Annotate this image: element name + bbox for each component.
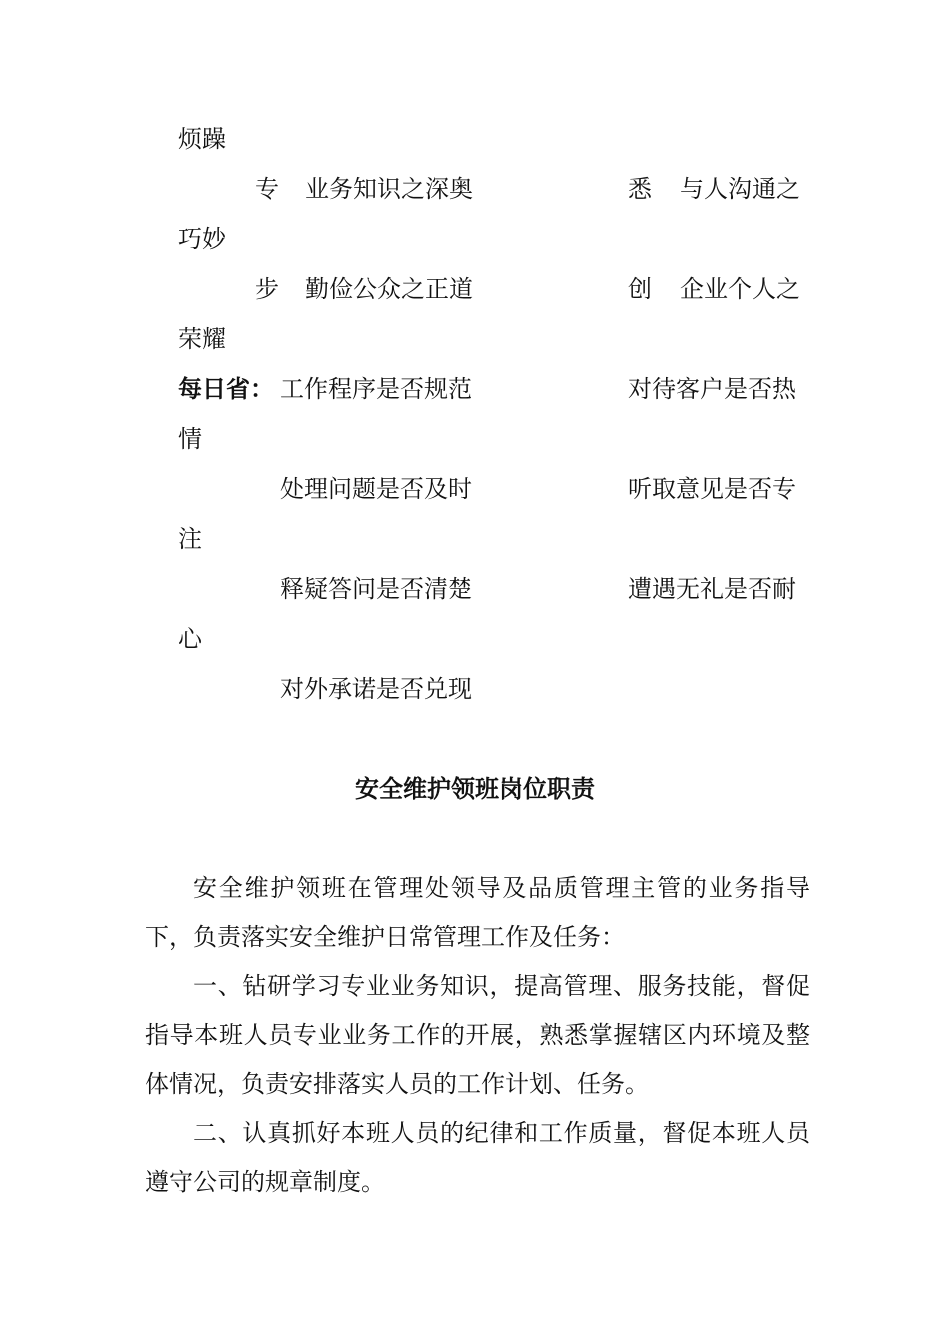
section-intro-paragraph: 安全维护领班在管理处领导及品质管理主管的业务指导下，负责落实安全维护日常管理工作及任务： (145, 874, 810, 951)
section-item-1-paragraph: 一、钻研学习专业业务知识，提高管理、服务技能，督促指导本班人员专业业务工作的开展，熟悉掌握辖区内环境及整体情况，负责安排落实人员的工作计划、任务。 (145, 972, 810, 1098)
motto-line-continuation-2: 巧妙 (178, 225, 226, 253)
motto-line-continuation-3: 荣耀 (178, 325, 226, 353)
motto-char-xi: 悉 (628, 175, 652, 203)
section-item-2-paragraph: 二、认真抓好本班人员的纪律和工作质量，督促本班人员遵守公司的规章制度。 (145, 1119, 810, 1196)
daily-item-rudeness-patience: 遭遇无礼是否耐 (628, 575, 796, 603)
daily-item-listen-opinions: 听取意见是否专 (628, 475, 796, 503)
daily-item-rudeness-patience-cont: 心 (178, 625, 202, 653)
motto-phrase-enterprise: 企业个人之 (680, 275, 800, 303)
motto-phrase-frugality: 勤俭公众之正道 (305, 275, 473, 303)
daily-item-listen-opinions-cont: 注 (178, 525, 202, 553)
motto-line-continuation-1: 烦躁 (178, 125, 226, 153)
daily-item-handle-problems: 处理问题是否及时 (280, 475, 472, 503)
motto-char-zhuan: 专 (255, 175, 279, 203)
daily-item-customer-attitude-cont: 情 (178, 425, 202, 453)
motto-char-bu: 步 (255, 275, 279, 303)
daily-item-answer-questions: 释疑答问是否清楚 (280, 575, 472, 603)
motto-char-chuang: 创 (628, 275, 652, 303)
daily-item-customer-attitude: 对待客户是否热 (628, 375, 796, 403)
daily-item-work-procedure: 工作程序是否规范 (280, 375, 472, 403)
motto-phrase-communication: 与人沟通之 (680, 175, 800, 203)
daily-item-promises: 对外承诺是否兑现 (280, 675, 472, 703)
section-title: 安全维护领班岗位职责 (355, 774, 595, 803)
motto-phrase-business-knowledge: 业务知识之深奥 (305, 175, 473, 203)
daily-reflection-label: 每日省： (178, 374, 274, 403)
